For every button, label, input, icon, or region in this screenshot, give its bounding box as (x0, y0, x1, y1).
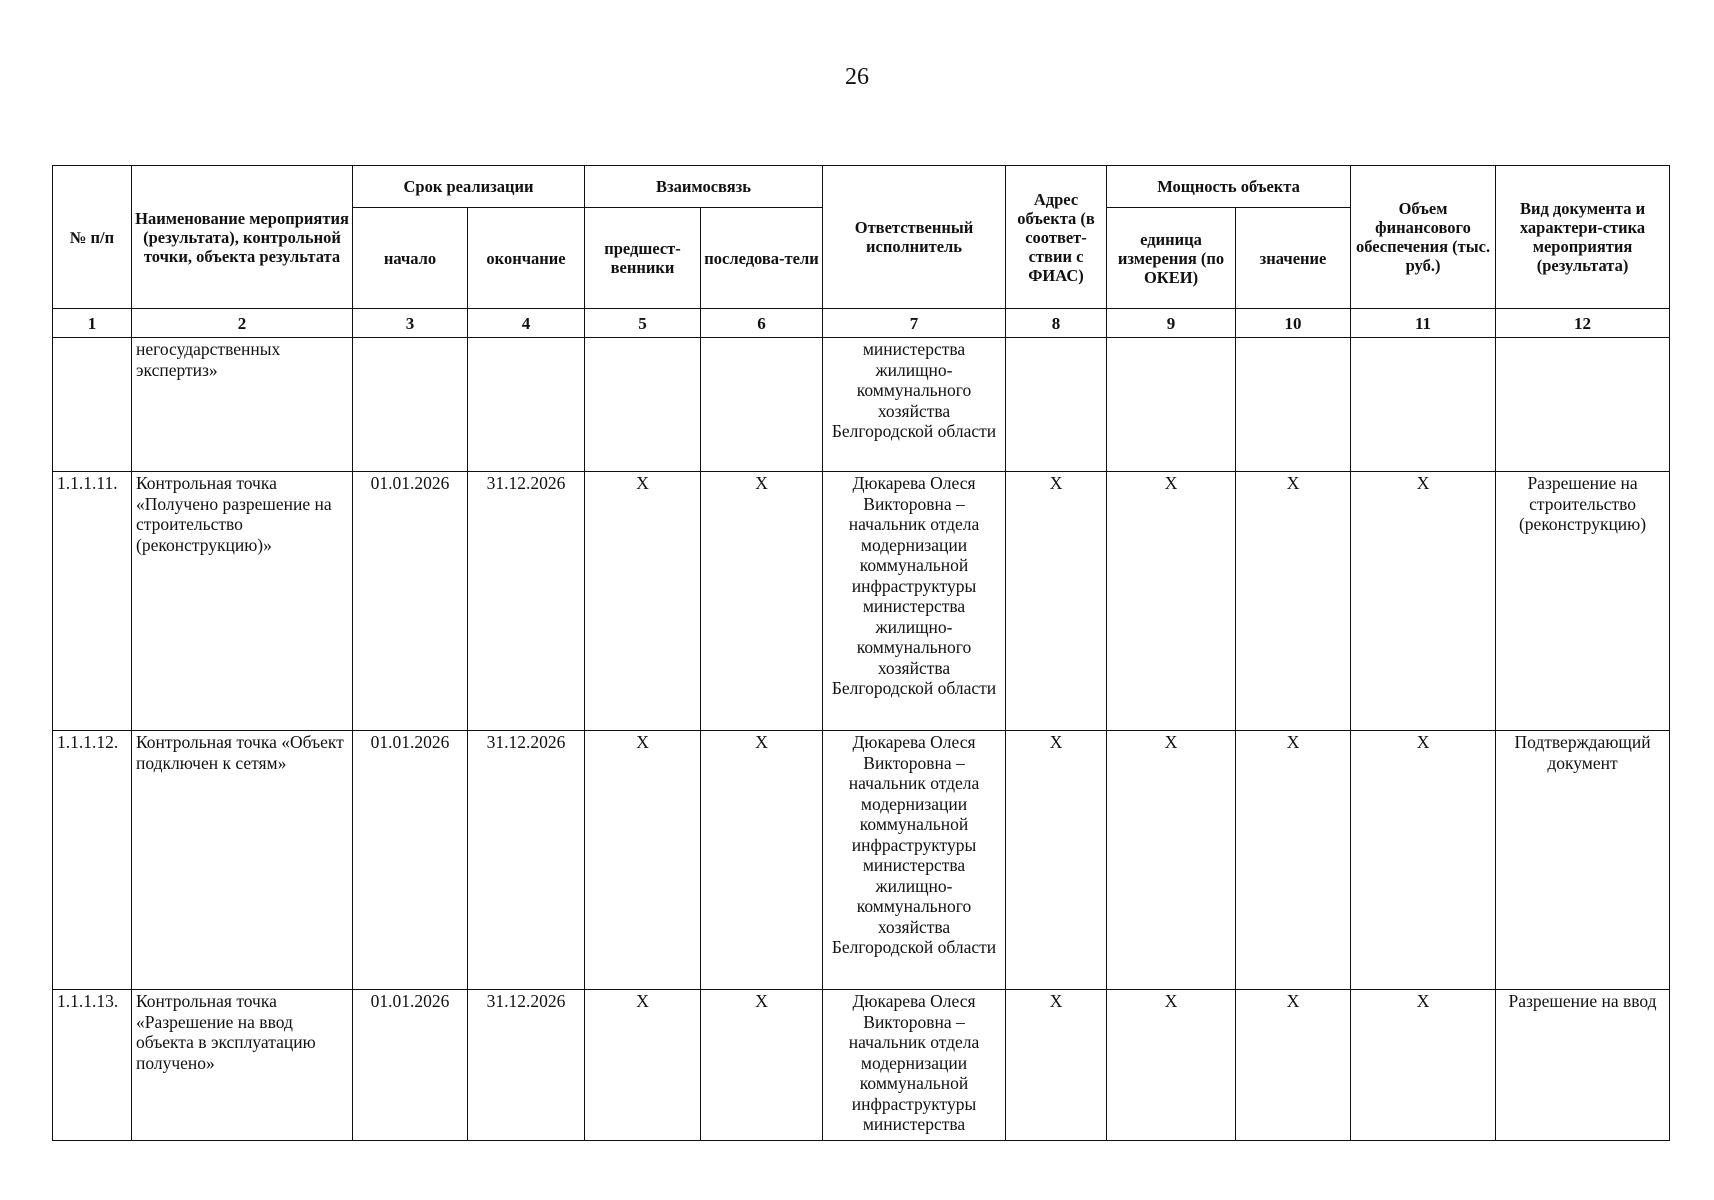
header-responsible: Ответственный исполнитель (823, 166, 1006, 309)
header-relation-succ: последова-тели (701, 208, 823, 309)
row-finance: X (1351, 990, 1496, 1141)
row-succ: X (701, 731, 823, 990)
row-name: Контрольная точка «Разрешение на ввод объекта в эксплуатацию получено» (132, 990, 353, 1141)
header-capacity-group: Мощность объекта (1107, 166, 1351, 208)
row-responsible: Дюкарева Олеся Викторовна – начальник отдела модернизации коммунальной инфраструктуры министерства жилищно-коммунального хозяйства Белгородской области (823, 472, 1006, 731)
row-num: 1.1.1.11. (53, 472, 132, 731)
column-number: 5 (585, 309, 701, 338)
row-end: 31.12.2026 (468, 990, 585, 1141)
table-row (53, 472, 1670, 731)
header-term-group: Срок реализации (353, 166, 585, 208)
row-unit: X (1107, 472, 1236, 731)
column-number: 1 (53, 309, 132, 338)
column-number: 11 (1351, 309, 1496, 338)
row-responsible: министерства жилищно-коммунального хозяйства Белгородской области (823, 338, 1006, 472)
row-name: Контрольная точка «Объект подключен к сетям» (132, 731, 353, 990)
row-address (1006, 338, 1107, 472)
row-responsible: Дюкарева Олеся Викторовна – начальник отдела модернизации коммунальной инфраструктуры министерства жилищно-коммунального хозяйства Белгородской области (823, 731, 1006, 990)
row-succ: X (701, 990, 823, 1141)
row-unit: X (1107, 731, 1236, 990)
column-number: 8 (1006, 309, 1107, 338)
row-value: X (1236, 472, 1351, 731)
row-end (468, 338, 585, 472)
page-number: 26 (845, 64, 869, 90)
column-number: 12 (1496, 309, 1670, 338)
row-doc (1496, 338, 1670, 472)
column-number: 2 (132, 309, 353, 338)
row-start: 01.01.2026 (353, 731, 468, 990)
header-capacity-value: значение (1236, 208, 1351, 309)
row-succ (701, 338, 823, 472)
header-name: Наименование мероприятия (результата), контрольной точки, объекта результата (132, 166, 353, 309)
header-relation-pred: предшест-венники (585, 208, 701, 309)
row-address: X (1006, 472, 1107, 731)
header-term-end: окончание (468, 208, 585, 309)
column-number: 4 (468, 309, 585, 338)
row-finance: X (1351, 731, 1496, 990)
column-number: 9 (1107, 309, 1236, 338)
table-row (53, 990, 1670, 1141)
activities-table (52, 165, 1670, 1141)
header-relation-group: Взаимосвязь (585, 166, 823, 208)
row-end: 31.12.2026 (468, 472, 585, 731)
row-address: X (1006, 990, 1107, 1141)
row-value: X (1236, 990, 1351, 1141)
row-doc: Разрешение на ввод (1496, 990, 1670, 1141)
row-unit (1107, 338, 1236, 472)
header-num: № п/п (53, 166, 132, 309)
row-name: Контрольная точка «Получено разрешение на строительство (реконструкцию)» (132, 472, 353, 731)
table-row (53, 338, 1670, 472)
row-start: 01.01.2026 (353, 472, 468, 731)
row-succ: X (701, 472, 823, 731)
row-doc: Подтверждающий документ (1496, 731, 1670, 990)
row-num (53, 338, 132, 472)
row-num: 1.1.1.13. (53, 990, 132, 1141)
row-address: X (1006, 731, 1107, 990)
header-doc-type: Вид документа и характери-стика мероприятия (результата) (1496, 166, 1670, 309)
header-finance: Объем финансового обеспечения (тыс. руб.) (1351, 166, 1496, 309)
column-number: 10 (1236, 309, 1351, 338)
row-end: 31.12.2026 (468, 731, 585, 990)
row-finance (1351, 338, 1496, 472)
header-capacity-unit: единица измерения (по ОКЕИ) (1107, 208, 1236, 309)
row-finance: X (1351, 472, 1496, 731)
row-num: 1.1.1.12. (53, 731, 132, 990)
row-responsible: Дюкарева Олеся Викторовна – начальник отдела модернизации коммунальной инфраструктуры министерства (823, 990, 1006, 1141)
row-unit: X (1107, 990, 1236, 1141)
table-row (53, 731, 1670, 990)
row-start: 01.01.2026 (353, 990, 468, 1141)
row-pred: X (585, 731, 701, 990)
header-term-start: начало (353, 208, 468, 309)
row-value: X (1236, 731, 1351, 990)
row-pred: X (585, 990, 701, 1141)
row-start (353, 338, 468, 472)
row-value (1236, 338, 1351, 472)
column-number: 7 (823, 309, 1006, 338)
row-doc: Разрешение на строительство (реконструкцию) (1496, 472, 1670, 731)
row-name: негосударственных экспертиз» (132, 338, 353, 472)
row-pred (585, 338, 701, 472)
row-pred: X (585, 472, 701, 731)
column-number: 6 (701, 309, 823, 338)
column-number: 3 (353, 309, 468, 338)
header-address: Адрес объекта (в соответ-ствии с ФИАС) (1006, 166, 1107, 309)
